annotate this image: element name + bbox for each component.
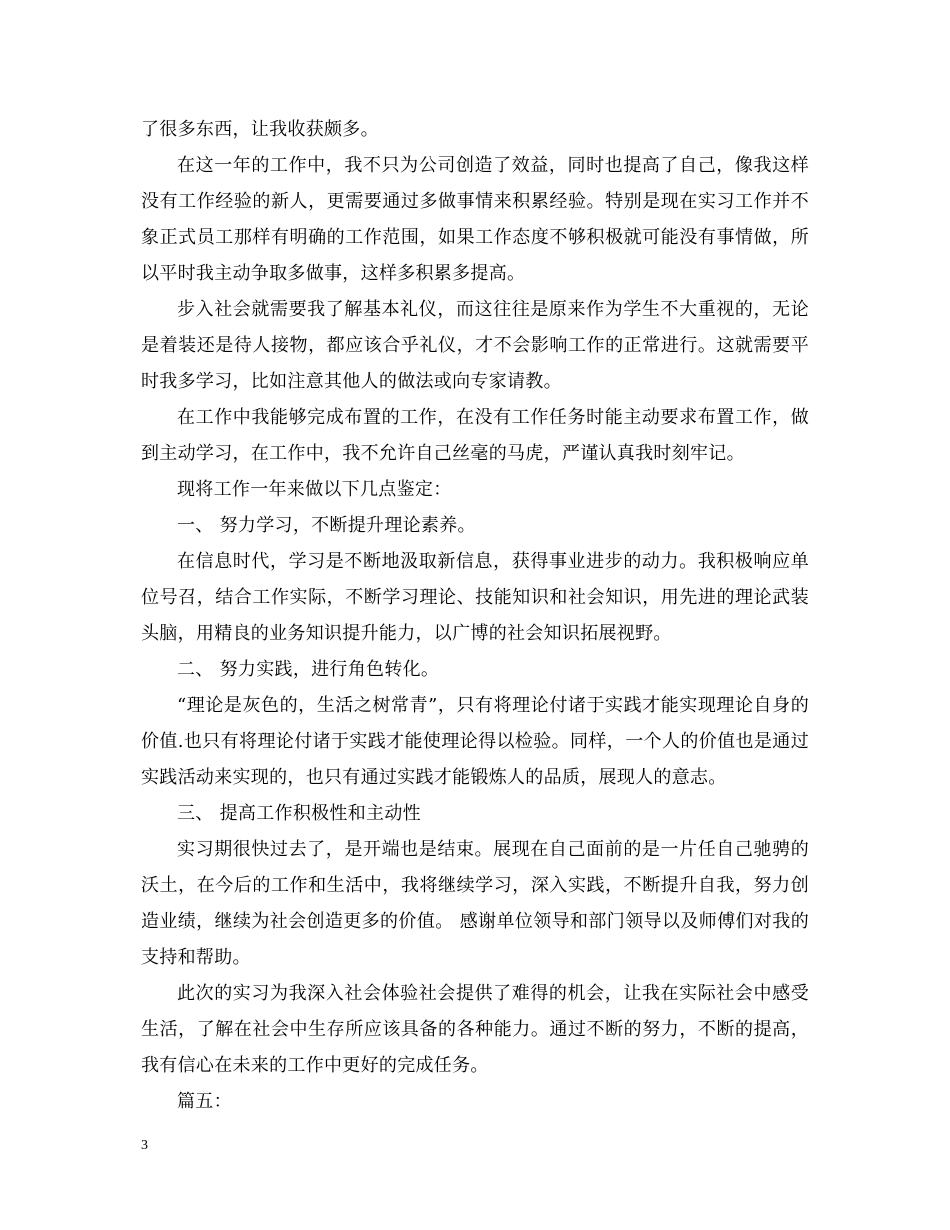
section-heading-2: 二、 努力实践，进行角色转化。 — [177, 659, 440, 680]
document-body — [141, 112, 809, 1120]
page-number: 3 — [141, 1138, 148, 1153]
paragraph: 现将工作一年来做以下几点鉴定： — [177, 479, 452, 500]
paragraph-continuation: 了很多东西，让我收获颇多。 — [141, 119, 379, 140]
section-heading-1: 一、 努力学习，不断提升理论素养。 — [177, 515, 476, 536]
paragraph: “理论是灰色的，生活之树常青”，只有将理论付诸于实践才能实现理论自身的价值.也只有将理论付诸于实践才能使理论得以检验。同样，一个人的价值也是通过实践活动来实现的，也只有通过实践才能锻炼人的品质，展现人的意志。 — [141, 695, 809, 788]
paragraph: 在工作中我能够完成布置的工作，在没有工作任务时能主动要求布置工作，做到主动学习，在工作中，我不允许自己丝毫的马虎，严谨认真我时刻牢记。 — [141, 407, 809, 464]
paragraph: 在信息时代，学习是不断地汲取新信息，获得事业进步的动力。我积极响应单位号召，结合工作实际，不断学习理论、技能知识和社会知识，用先进的理论武装头脑，用精良的业务知识提升能力，以广博的社会知识拓展视野。 — [141, 551, 809, 644]
chapter-label: 篇五： — [177, 1091, 232, 1112]
section-heading-3: 三、 提高工作积极性和主动性 — [177, 803, 421, 824]
paragraph: 步入社会就需要我了解基本礼仪，而这往往是原来作为学生不大重视的，无论是着装还是待人接物，都应该合乎礼仪，才不会影响工作的正常进行。这就需要平时我多学习，比如注意其他人的做法或向专家请教。 — [141, 299, 809, 392]
paragraph: 在这一年的工作中，我不只为公司创造了效益，同时也提高了自己，像我这样没有工作经验的新人，更需要通过多做事情来积累经验。特别是现在实习工作并不象正式员工那样有明确的工作范围，如果工作态度不够积极就可能没有事情做，所以平时我主动争取多做事，这样多积累多提高。 — [141, 155, 809, 284]
paragraph: 实习期很快过去了，是开端也是结束。展现在自己面前的是一片任自己驰骋的沃土，在今后的工作和生活中，我将继续学习，深入实践，不断提升自我，努力创造业绩，继续为社会创造更多的价值。 感谢单位领导和部门领导以及师傅们对我的支持和帮助。 — [141, 839, 809, 968]
paragraph: 此次的实习为我深入社会体验社会提供了难得的机会，让我在实际社会中感受生活，了解在社会中生存所应该具备的各种能力。通过不断的努力，不断的提高，我有信心在未来的工作中更好的完成任务。 — [141, 983, 809, 1076]
